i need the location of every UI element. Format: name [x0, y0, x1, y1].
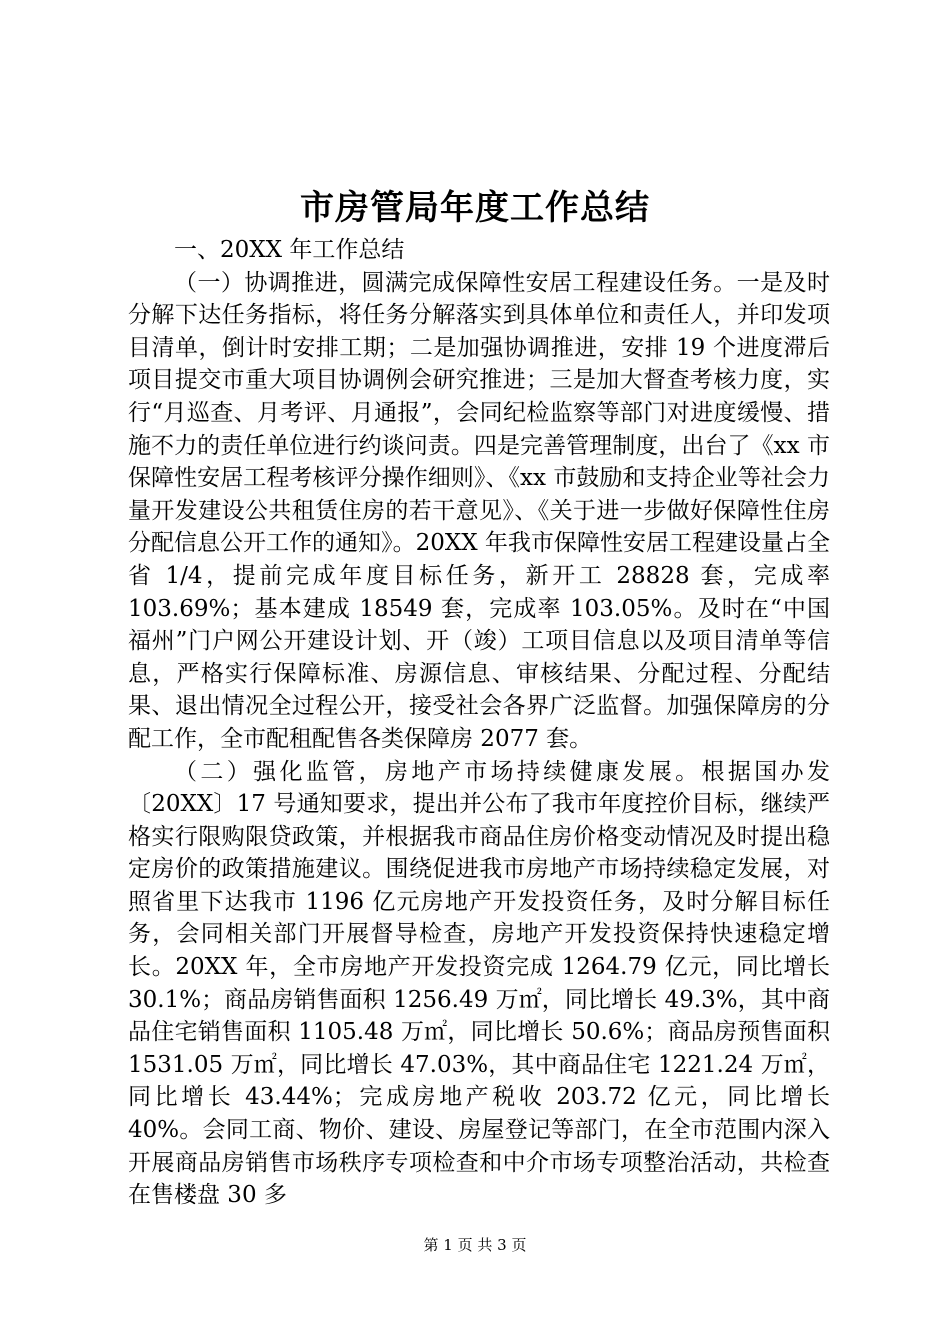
document-title: 市房管局年度工作总结 — [300, 188, 650, 228]
paragraph-1: （一）协调推进，圆满完成保障性安居工程建设任务。一是及时分解下达任务指标，将任务分解落实到具体单位和责任人，并印发项目清单，倒计时安排工期；二是加强协调推进，安排 19 个进度滞后项目提交市重大项目协调例会研究推进；三是加大督查考核力度，实行“月巡查、月考评、月通报”，会同纪检监察等部门对进度缓慢、措施不力的责任单位进行约谈问责。四是完善管理制度，出台了《xx 市保障性安居工程考核评分操作细则》、《xx 市鼓励和支持企业等社会力量开发建设公共租赁住房的若干意见》、《关于进一步做好保障性住房分配信息公开工作的通知》。20XX 年我市保障性安居工程建设量占全省 1/4，提前完成年度目标任务，新开工 28828 套，完成率 103.69%；基本建成 18549 套，完成率 103.05%。及时在“中国福州”门户网公开建设计划、开（竣）工项目信息以及项目清单等信息，严格实行保障标准、房源信息、审核结果、分配过程、分配结果、退出情况全过程公开，接受社会各界广泛监督。加强保障房的分配工作，全市配租配售各类保障房 2077 套。 — [128, 269, 830, 752]
section-heading: 一、20XX 年工作总结 — [174, 237, 405, 263]
page-footer: 第 1 页 共 3 页 — [423, 1236, 527, 1254]
document-body — [128, 234, 830, 1212]
paragraph-2: （二）强化监管，房地产市场持续健康发展。根据国办发〔20XX〕17 号通知要求，提出并公布了我市年度控价目标，继续严格实行限购限贷政策，并根据我市商品住房价格变动情况及时提出稳定房价的政策措施建议。围绕促进我市房地产市场持续稳定发展，对照省里下达我市 1196 亿元房地产开发投资任务，及时分解目标任务，会同相关部门开展督导检查，房地产开发投资保持快速稳定增长。20XX 年，全市房地产开发投资完成 1264.79 亿元，同比增长 30.1%；商品房销售面积 1256.49 万㎡，同比增长 49.3%，其中商品住宅销售面积 1105.48 万㎡，同比增长 50.6%；商品房预售面积 1531.05 万㎡，同比增长 47.03%，其中商品住宅 1221.24 万㎡，同比增长 43.44%；完成房地产税收 203.72 亿元，同比增长 40%。会同工商、物价、建设、房屋登记等部门，在全市范围内深入开展商品房销售市场秩序专项检查和中介市场专项整治活动，共检查在售楼盘 30 多 — [128, 758, 831, 1209]
